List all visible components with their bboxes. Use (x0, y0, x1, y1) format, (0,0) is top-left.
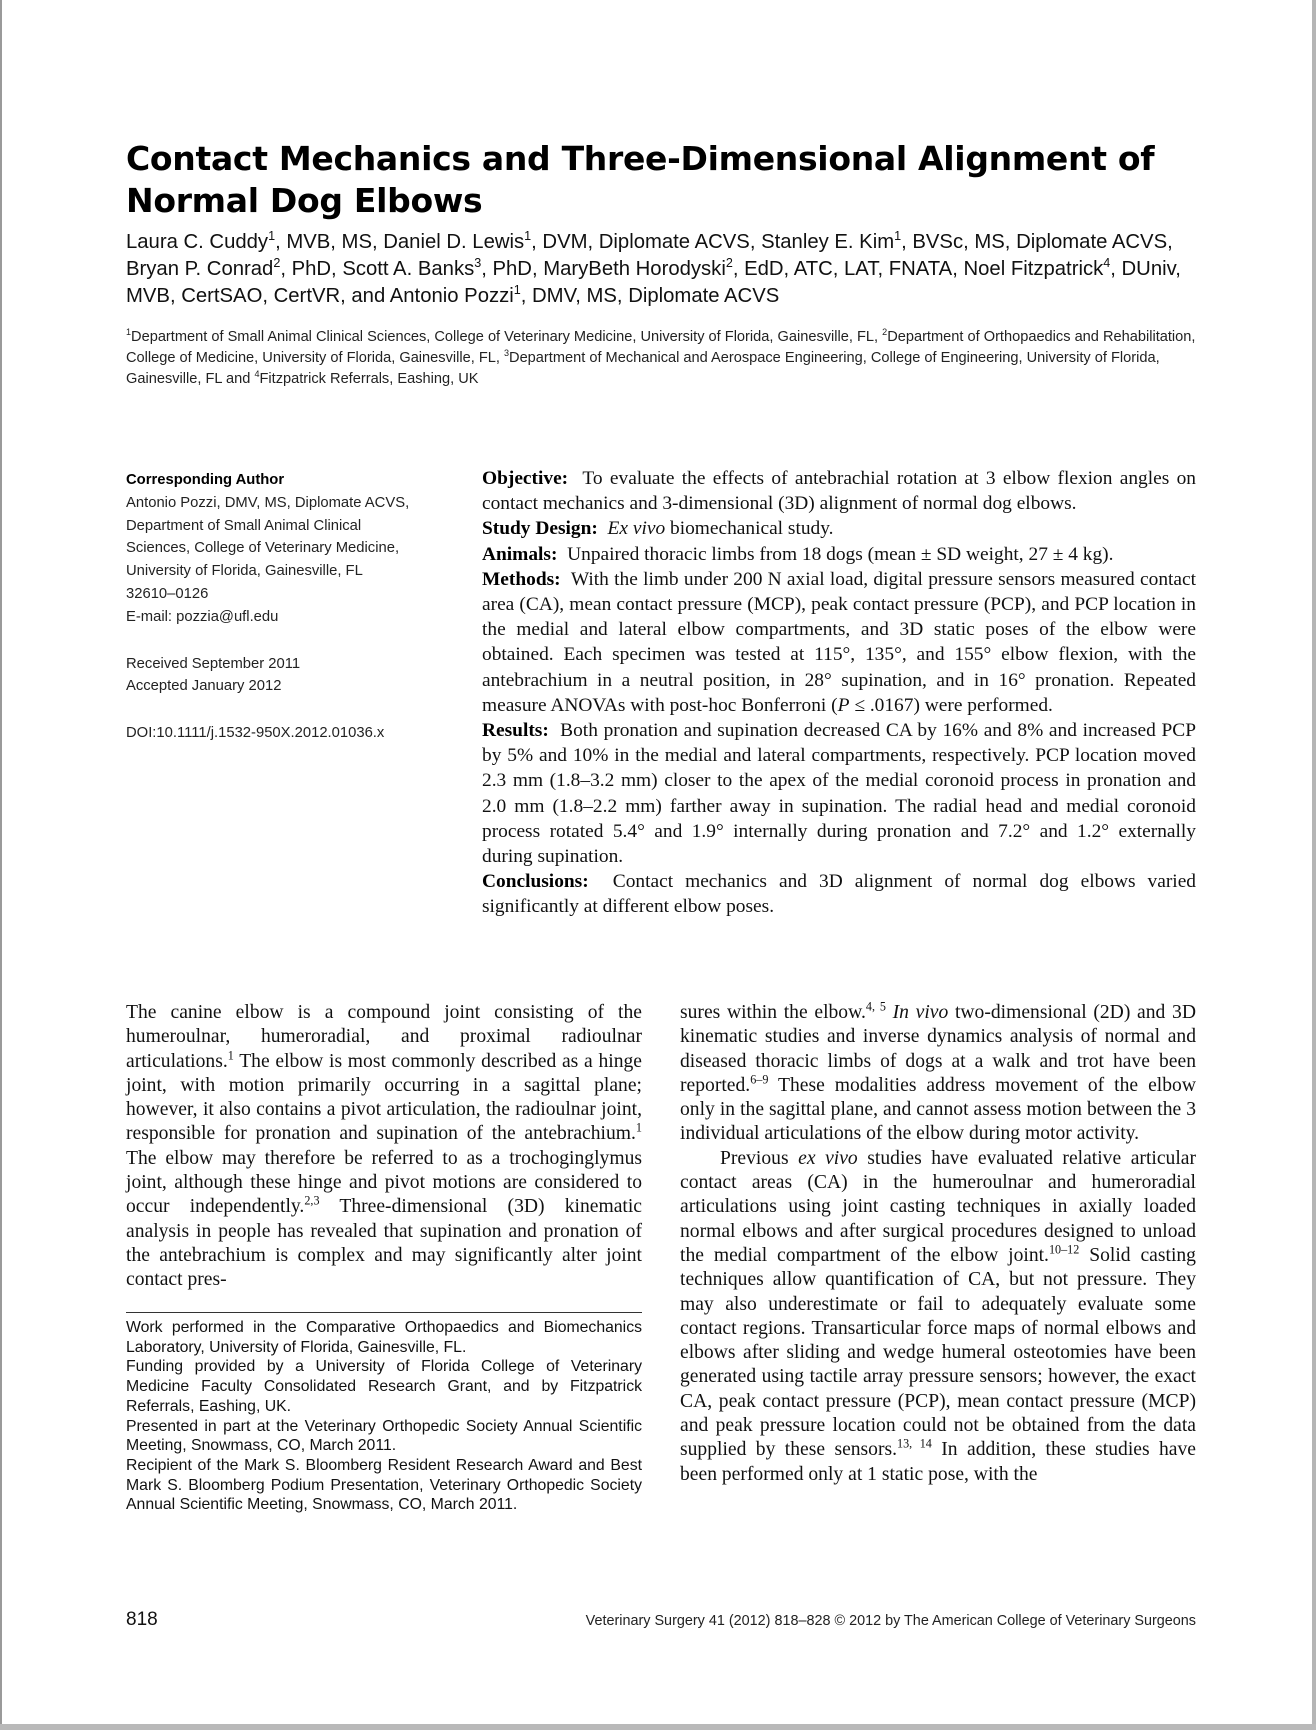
body-italic: In vivo (892, 1002, 949, 1023)
footnote: Funding provided by a University of Florida College of Veterinary Medicine Faculty Consolidated Research Grant, and by Fitzpatrick Referrals, Eashing, UK. (126, 1358, 642, 1415)
body-text: The elbow may therefore be referred to as a trochoginglymus joint, although these hinge and pivot motions are considered to occur independently. (126, 1147, 642, 1218)
address-line: Department of Small Animal Clinical (126, 517, 362, 534)
body-text: Solid casting techniques allow quantification of CA, but not pressure. They may also underestimate or fail to adequately evaluate some contact regions. Transarticular force maps of normal elbows and elbows after sliding and wedge humeral osteotomies have been generated using tactile array pressure sensors; however, the exact CA, peak contact pressure (PCP), mean contact pressure (MCP) and peak pressure location could not be obtained from the data supplied by these sensors. (680, 1244, 1196, 1461)
body-text: In addition, these studies have been performed only at 1 static pose, with the (680, 1439, 1196, 1485)
author-name: Noel Fitzpatrick (963, 258, 1104, 280)
footnote-divider (126, 1312, 642, 1313)
body-italic: ex vivo (798, 1147, 858, 1169)
author-name: Laura C. Cuddy (126, 231, 269, 253)
body-paragraph (680, 1147, 1196, 1487)
citation: 6–9 (750, 1072, 769, 1087)
author-affiliation-mark: 2 (725, 256, 733, 271)
journal-citation: Veterinary Surgery 41 (2012) 818–828 © 2012 by The American College of Veterinary Surgeons (585, 1613, 1196, 1629)
affiliation-text: Fitzpatrick Referrals, Eashing, UK (259, 371, 479, 387)
author-credentials: , PhD, (280, 258, 343, 280)
methods-text-end: ≤ .0167) were performed. (849, 694, 1053, 716)
author-credentials: , DVM, Diplomate ACVS, (531, 231, 762, 253)
citation: 1 (635, 1120, 642, 1135)
methods-label: Methods: (482, 568, 561, 590)
affiliation-mark: 4 (254, 369, 260, 380)
address-line: Antonio Pozzi, DMV, MS, Diplomate ACVS, (126, 494, 410, 511)
footnote: Work performed in the Comparative Orthopaedics and Biomechanics Laboratory, University of Florida, Gainesville, FL. (126, 1319, 642, 1356)
citation: 1 (227, 1048, 234, 1063)
abstract-methods (482, 567, 1196, 718)
citation: 13, 14 (897, 1436, 932, 1451)
affiliation-mark: 2 (882, 327, 888, 338)
author-affiliation-mark: 1 (524, 229, 532, 244)
author-name: Stanley E. Kim (761, 231, 895, 253)
affiliation-text: Department of Orthopaedics and Rehabilitation, College of Medicine, University of Florida, Gainesville, FL, (126, 329, 1196, 366)
body-text: studies have evaluated relative articular contact areas (CA) in the humeroulnar and humeroradial articulations using joint casting techniques in axially loaded normal elbows and after surgical procedures designed to unload the medial compartment of the elbow joint. (680, 1147, 1196, 1266)
affiliations (126, 327, 1206, 390)
author-name: Daniel D. Lewis (383, 231, 525, 253)
results-text: Both pronation and supination decreased CA by 16% and 8% and increased PCP by 5% and 10% in the medial and lateral compartments, respectively. PCP location moved 2.3 mm (1.8–3.2 mm) closer to the apex of the medial coronoid process in pronation and 2.0 mm (1.8–2.2 mm) farther away in supination. The radial head and medial coronoid process rotated 5.4° and 1.9° internally during pronation and 7.2° and 1.2° externally during supination. (482, 720, 1196, 868)
doi: DOI:10.1111/j.1532-950X.2012.01036.x (126, 725, 385, 742)
methods-text: With the limb under 200 N axial load, digital pressure sensors measured contact area (CA), mean contact pressure (MCP), peak contact pressure (PCP), and PCP location in the medial and lateral elbow compartments, and 3D static poses of the elbow were obtained. Each specimen was tested at 115°, 135°, and 155° elbow flexion, with the antebrachium in a neutral position, in 28° supination, and in 16° pronation. Repeated measure ANOVAs with post-hoc Bonferroni ( (482, 568, 1196, 716)
footnotes (126, 1318, 642, 1515)
objective-text: To evaluate the effects of antebrachial rotation at 3 elbow flexion angles on contact mechanics and 3-dimensional (3D) alignment of normal dog elbows. (482, 468, 1196, 515)
body-column-right (680, 1001, 1196, 1487)
abstract-animals (482, 542, 1196, 567)
author-credentials: , BVSc, MS, Diplomate ACVS, (901, 231, 1173, 253)
author-affiliation-mark: 1 (513, 283, 521, 298)
body-text: sures within the elbow. (680, 1002, 866, 1023)
abstract-design (482, 516, 1196, 541)
address-line: Sciences, College of Veterinary Medicine, (126, 540, 400, 557)
received-date: Received September 2011 (126, 655, 301, 672)
author-affiliation-mark: 1 (268, 229, 276, 244)
footnote: Recipient of the Mark S. Bloomberg Resident Research Award and Best Mark S. Bloomberg Podium Presentation, Veterinary Orthopedic Society Annual Scientific Meeting, Snowmass, CO, March 2011. (126, 1456, 642, 1514)
conclusions-text: Contact mechanics and 3D alignment of normal dog elbows varied significantly at different elbow poses. (482, 871, 1196, 918)
author-name: Bryan P. Conrad (126, 258, 274, 280)
body-paragraph (680, 1001, 1196, 1147)
author-affiliation-mark: 2 (273, 256, 281, 271)
author-list (126, 229, 1206, 310)
page-frame-left (0, 0, 2, 1730)
corresponding-author-heading: Corresponding Author (126, 472, 285, 488)
article-title: Contact Mechanics and Three-Dimensional Alignment of Normal Dog Elbows (126, 139, 1155, 220)
body-text: Three-dimensional (3D) kinematic analysis in people has revealed that supination and pronation of the antebrachium is complex and may significantly alter joint contact pres- (126, 1196, 642, 1291)
author-credentials: , MVB, MS, (275, 231, 384, 253)
body-text: These modalities address movement of the elbow only in the sagittal plane, and cannot assess motion between the 3 individual articulations of the elbow during motor activity. (680, 1074, 1196, 1145)
abstract (482, 466, 1196, 920)
author-affiliation-mark: 3 (474, 256, 482, 271)
abstract-objective (482, 466, 1196, 516)
author-name: Scott A. Banks (342, 258, 475, 280)
address-line: 32610–0126 (126, 585, 209, 602)
results-label: Results: (482, 720, 549, 742)
abstract-conclusions (482, 869, 1196, 919)
author-name: Antonio Pozzi (389, 285, 514, 307)
methods-p-symbol: P (837, 694, 850, 716)
citation: 4, 5 (865, 999, 886, 1014)
affiliation-mark: 1 (126, 327, 132, 338)
footnote: Presented in part at the Veterinary Orthopedic Society Annual Scientific Meeting, Snowmass, CO, March 2011. (126, 1417, 642, 1455)
author-name: MaryBeth Horodyski (543, 258, 726, 280)
affiliation-text: Department of Small Animal Clinical Sciences, College of Veterinary Medicine, University of Florida, Gainesville, FL, (131, 329, 883, 345)
body-column-left (126, 1001, 642, 1293)
objective-label: Objective: (482, 468, 569, 489)
author-credentials: , EdD, ATC, LAT, FNATA, (732, 258, 964, 280)
body-text: Previous (720, 1147, 799, 1169)
accepted-date: Accepted January 2012 (126, 678, 282, 695)
body-text: two-dimensional (2D) and 3D kinematic studies and inverse dynamics analysis of normal and diseased thoracic limbs of dogs at a walk and trot have been reported. (680, 1002, 1196, 1096)
corresponding-author-sidebar (126, 469, 446, 745)
design-label: Study Design: (482, 518, 598, 540)
design-italic: Ex vivo (607, 518, 666, 540)
author-credentials: , PhD, (481, 258, 544, 280)
address-line: University of Florida, Gainesville, FL (126, 563, 363, 580)
page-frame-bottom (0, 1724, 1316, 1730)
page-number: 818 (126, 1609, 158, 1630)
email-line: E-mail: pozzia@ufl.edu (126, 608, 279, 625)
affiliation-text: Department of Mechanical and Aerospace Engineering, College of Engineering, University of Florida, Gainesville, FL and (126, 350, 1160, 387)
affiliation-mark: 3 (503, 348, 510, 359)
animals-text: Unpaired thoracic limbs from 18 dogs (mean ± SD weight, 27 ± 4 kg). (567, 543, 1114, 565)
author-affiliation-mark: 1 (894, 229, 902, 244)
body-paragraph (126, 1001, 642, 1293)
body-text: The canine elbow is a compound joint consisting of the humeroulnar, humeroradial, and proximal radioulnar articulations. (126, 1002, 642, 1072)
abstract-results (482, 718, 1196, 869)
citation: 10–12 (1048, 1242, 1080, 1257)
conclusions-label: Conclusions: (482, 871, 589, 893)
author-affiliation-mark: 4 (1103, 256, 1111, 271)
author-credentials: , DUniv, MVB, CertSAO, CertVR, and (126, 258, 1181, 307)
design-text: biomechanical study. (665, 518, 834, 540)
animals-label: Animals: (482, 543, 558, 565)
page-frame-right (1312, 0, 1316, 1730)
body-text: The elbow is most commonly described as a hinge joint, with motion primarily occurring in a sagittal plane; however, it also contains a pivot articulation, the radioulnar joint, responsible for pronation and supination of the antebrachium. (126, 1050, 642, 1145)
citation: 2,3 (304, 1193, 320, 1208)
author-credentials: , DMV, MS, Diplomate ACVS (520, 285, 780, 307)
